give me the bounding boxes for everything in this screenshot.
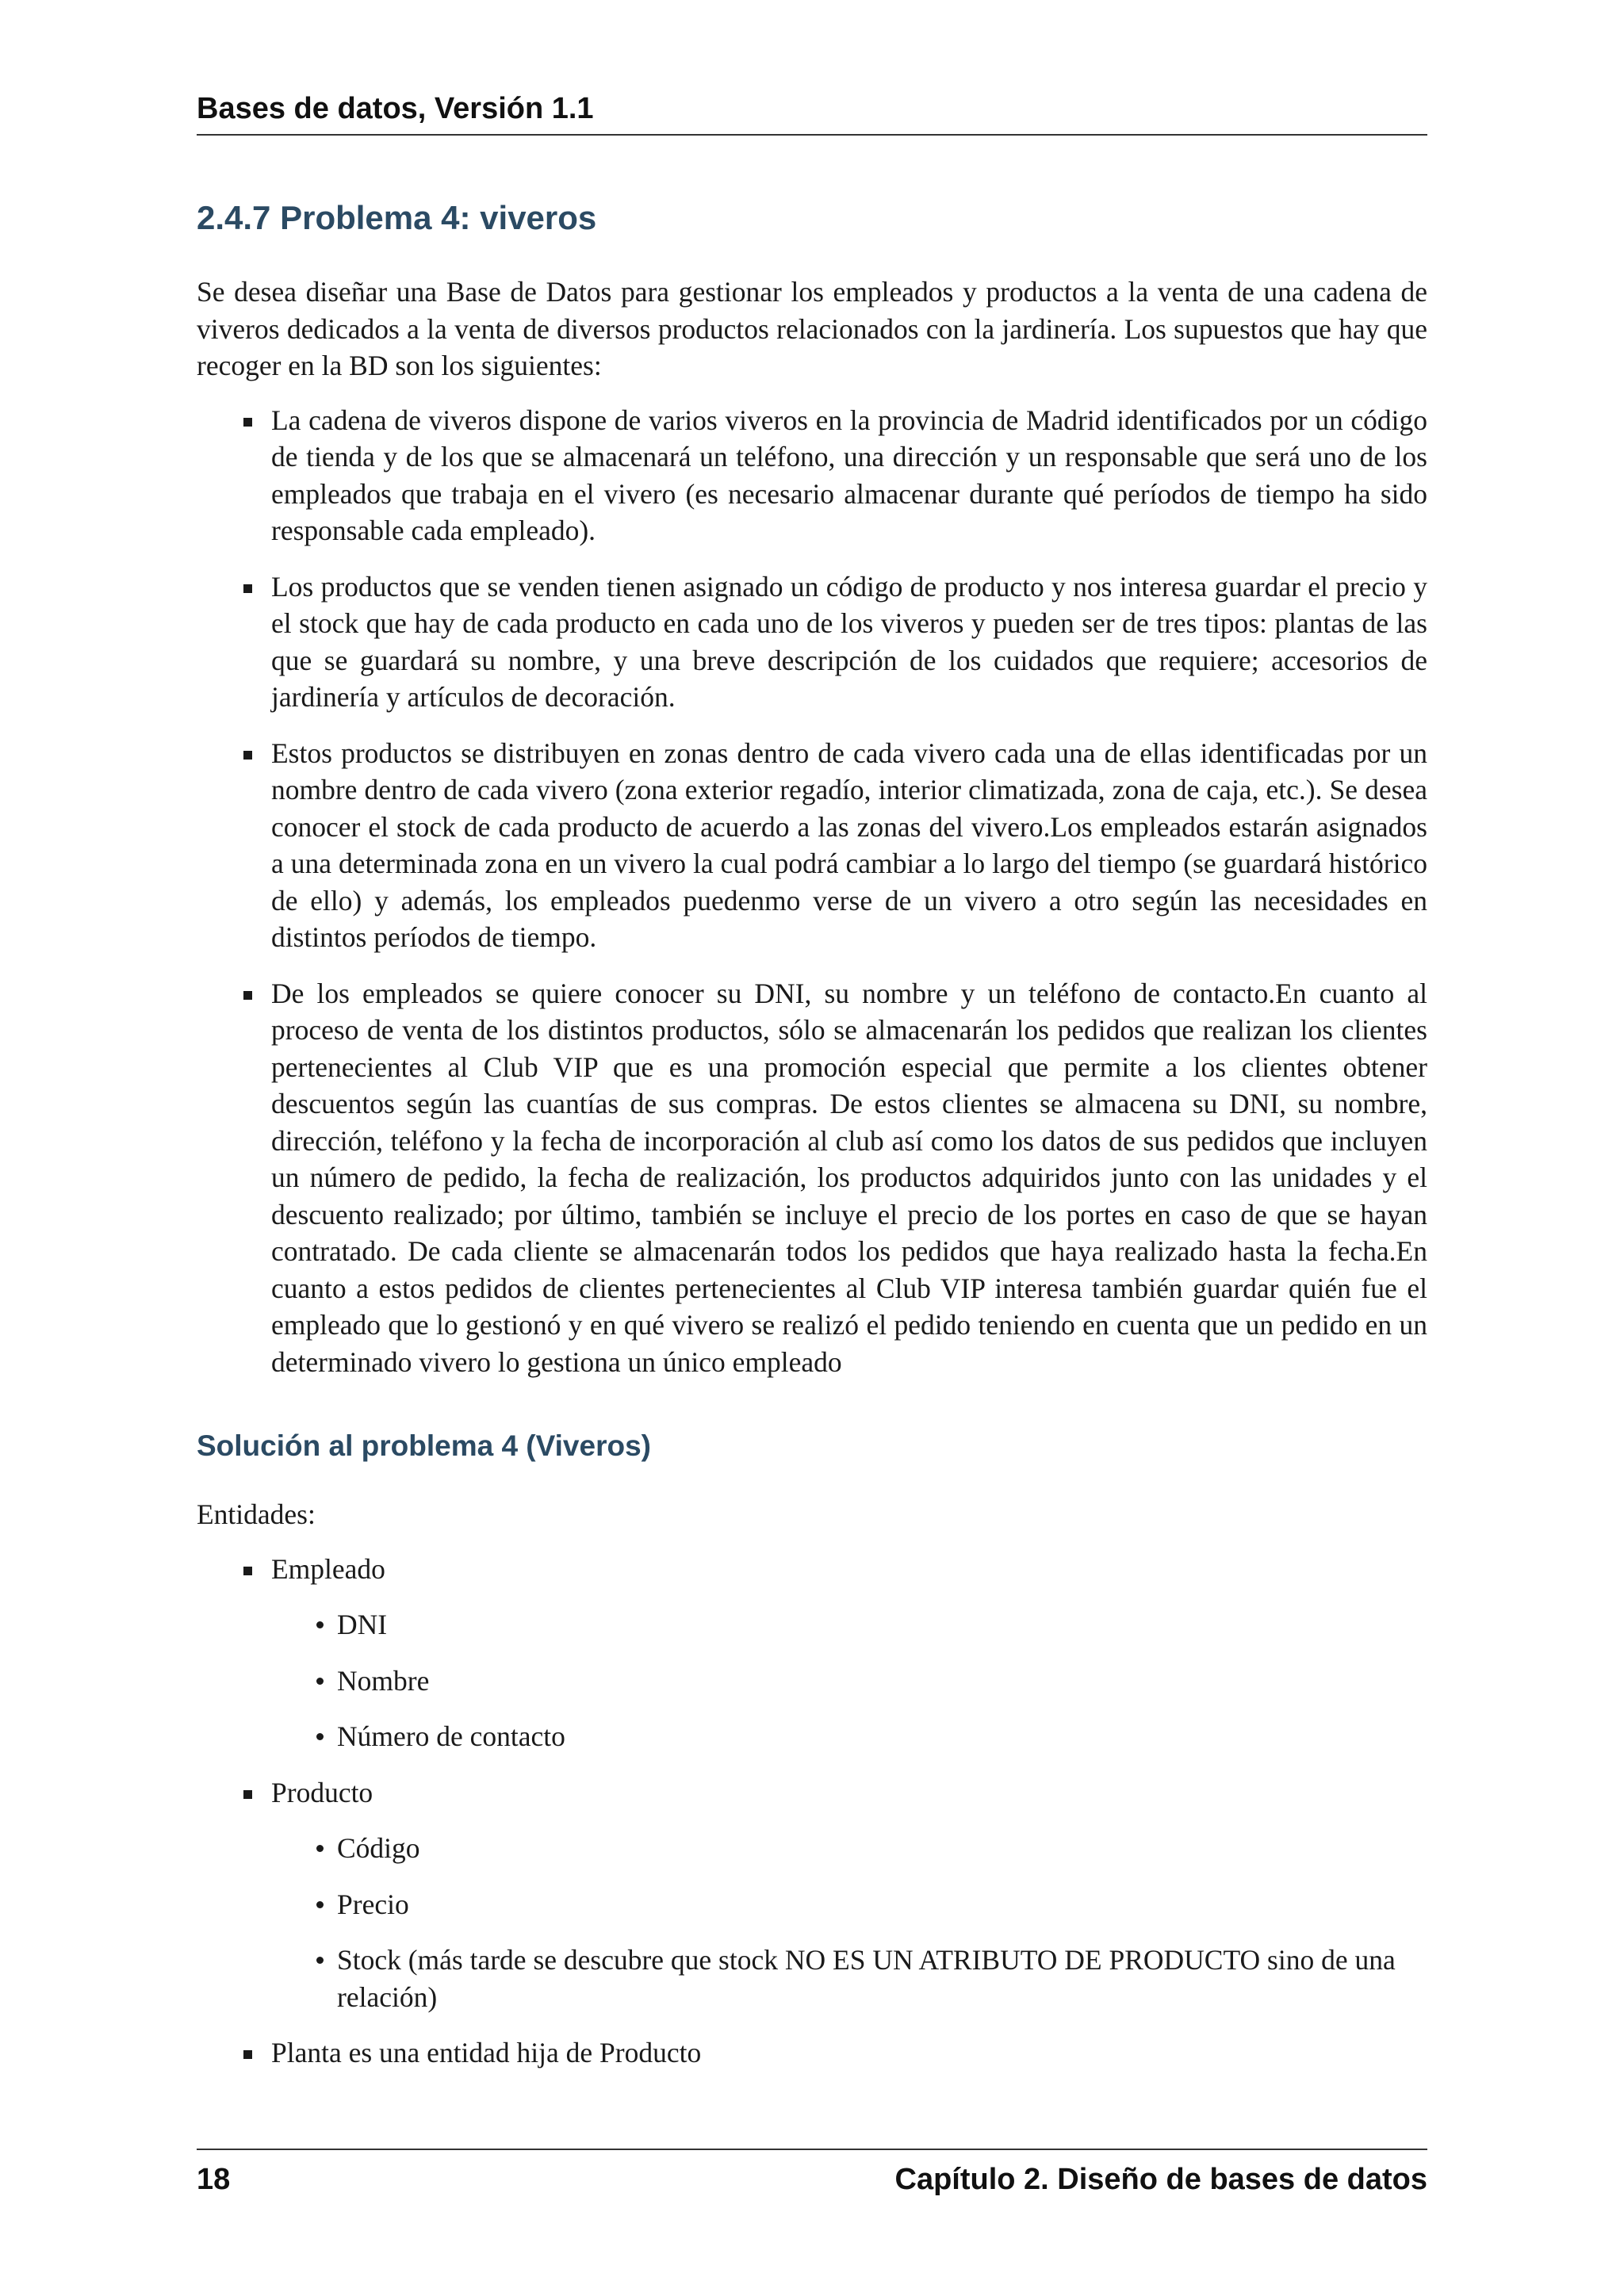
attribute-item: DNI — [337, 1606, 1427, 1644]
attribute-item: Código — [337, 1830, 1427, 1867]
running-header: Bases de datos, Versión 1.1 — [197, 92, 1427, 136]
chapter-title: Capítulo 2. Diseño de bases de datos — [894, 2163, 1427, 2196]
attribute-item: Precio — [337, 1886, 1427, 1923]
attribute-list — [271, 1606, 1427, 1755]
entities-list — [197, 1551, 1427, 2072]
attribute-item: Nombre — [337, 1663, 1427, 1700]
entity-name: Producto — [271, 1776, 373, 1808]
attribute-list — [271, 1830, 1427, 2015]
entity-item-producto — [271, 1774, 1427, 2016]
list-item: De los empleados se quiere conocer su DNI, su nombre y un teléfono de contacto.En cuanto al proceso de venta de los distintos productos, sólo se almacenarán los pedidos que realizan los clientes pertenecientes al Club VIP que es una promoción especial que permite a los clientes obtener descuentos según las cuantías de sus compras. De estos clientes se almacena su DNI, su nombre, dirección, teléfono y la fecha de incorporación al club así como los datos de sus pedidos que incluyen un número de pedido, la fecha de realización, los productos adquiridos junto con las unidades y el descuento realizado; por último, también se incluye el precio de los portes en caso de que se hayan contratado. De cada cliente se almacenarán todos los pedidos que haya realizado hasta la fecha.En cuanto a estos pedidos de clientes pertenecientes al Club VIP interesa también guardar quién fue el empleado que lo gestionó y en qué vivero se realizó el pedido teniendo en cuenta que un pedido en un determinado vivero lo gestiona un único empleado — [271, 975, 1427, 1381]
intro-paragraph: Se desea diseñar una Base de Datos para gestionar los empleados y productos a la venta de una cadena de viveros dedicados a la venta de diversos productos relacionados con la jardinería. Los supuestos que hay que recoger en la BD son los siguientes: — [197, 276, 1427, 381]
list-item: La cadena de viveros dispone de varios viveros en la provincia de Madrid identificados por un código de tienda y de los que se almacenará un teléfono, una dirección y un responsable que será uno de los empleados que trabaja en el vivero (es necesario almacenar durante qué períodos de tiempo ha sido responsable cada empleado). — [271, 402, 1427, 549]
entity-item-empleado — [271, 1551, 1427, 1755]
entity-name: Empleado — [271, 1552, 385, 1585]
attribute-item: Stock (más tarde se descubre que stock NO ES UN ATRIBUTO DE PRODUCTO sino de una relación) — [337, 1942, 1427, 2015]
page-footer — [197, 2149, 1427, 2197]
solution-title: Solución al problema 4 (Viveros) — [197, 1429, 651, 1462]
entity-item-planta: Planta es una entidad hija de Producto — [271, 2034, 1427, 2072]
list-item: Los productos que se venden tienen asignado un código de producto y nos interesa guardar el precio y el stock que hay de cada producto en cada uno de los viveros y pueden ser de tres tipos: plantas de las que se guardará su nombre, y una breve descripción de los cuidados que requiere; accesorios de jardinería y artículos de decoración. — [271, 568, 1427, 716]
attribute-item: Número de contacto — [337, 1718, 1427, 1755]
entities-label: Entidades: — [197, 1498, 316, 1530]
page-number: 18 — [197, 2163, 231, 2196]
page-content — [197, 194, 1427, 2091]
section-title: 2.4.7 Problema 4: viveros — [197, 199, 597, 236]
list-item: Estos productos se distribuyen en zonas dentro de cada vivero cada una de ellas identificadas por un nombre dentro de cada vivero (zona exterior regadío, interior climatizada, zona de caja, etc.). Se desea conocer el stock de cada producto de acuerdo a las zonas del vivero.Los empleados estarán asignados a una determinada zona en un vivero la cual podrá cambiar a lo largo del tiempo (se guardará histórico de ello) y además, los empleados puedenmo verse de un vivero a otro según las necesidades en distintos períodos de tiempo. — [271, 735, 1427, 956]
requirements-list — [197, 402, 1427, 1381]
